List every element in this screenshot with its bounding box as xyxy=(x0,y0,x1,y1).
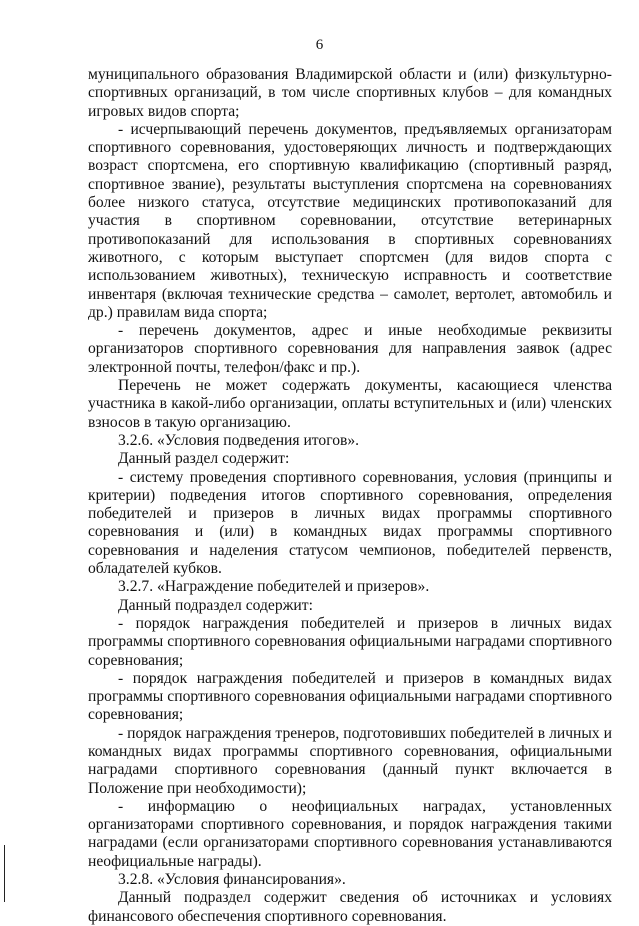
paragraph: - порядок награждения тренеров, подготовивших победителей в личных и командных видах программы спортивного соревнования, официальными наградами спортивного соревнования (данный пункт включается в Положение при необходимости); xyxy=(88,724,612,797)
section-heading: 3.2.6. «Условия подведения итогов». xyxy=(118,431,360,449)
document-body xyxy=(88,66,612,926)
paragraph: - исчерпывающий перечень документов, предъявляемых организаторам спортивного соревнования, удостоверяющих личность и подтверждающих возраст спортсмена, его спортивную квалификацию (спортивный разряд, спортивное звание), результаты выступления спортсмена на соревнованиях более низкого статуса, отсутствие медицинских противопоказаний для участия в спортивном соревновании, отсутствие ветеринарных противопоказаний для использования в спортивных соревнованиях животного, с которым выступает спортсмен (для видов спорта с использованием животных), техническую исправность и соответствие инвентаря (включая технические средства – самолет, вертолет, автомобиль и др.) правилам вида спорта; xyxy=(88,120,612,321)
page-number: 6 xyxy=(315,37,324,53)
paragraph: - информацию о неофициальных наградах, установленных организаторами спортивного соревнования, и порядок награждения такими наградами (если организаторами спортивного соревнования устанавливаются неофициальные награды). xyxy=(88,797,612,870)
paragraph: - систему проведения спортивного соревнования, условия (принципы и критерии) подведения итогов спортивного соревнования, определения победителей и призеров в личных видах программы спортивного соревнования и (или) в командных видах программы спортивного соревнования и наделения статусом чемпионов, победителей первенств, обладателей кубков. xyxy=(88,468,612,578)
section-heading: 3.2.7. «Награждение победителей и призеров». xyxy=(118,578,430,596)
paragraph: - перечень документов, адрес и иные необходимые реквизиты организаторов спортивного соревнования для направления заявок (адрес электронной почты, телефон/факс и пр.). xyxy=(88,322,612,376)
paragraph: Перечень не может содержать документы, касающиеся членства участника в какой-либо организации, оплаты вступительных и (или) членских взносов в такую организацию. xyxy=(88,377,612,431)
paragraph: Данный раздел содержит: xyxy=(118,450,290,468)
section-heading: 3.2.8. «Условия финансирования». xyxy=(118,871,346,889)
paragraph: - порядок награждения победителей и призеров в командных видах программы спортивного соревнования официальными наградами спортивного соревнования; xyxy=(88,669,612,724)
scan-edge-line xyxy=(4,845,5,902)
paragraph: муниципального образования Владимирской области и (или) физкультурно-спортивных организаций, в том числе спортивных клубов – для командных игровых видов спорта; xyxy=(88,66,612,120)
paragraph: Данный подраздел содержит: xyxy=(118,596,313,614)
paragraph: Данный подраздел содержит сведения об источниках и условиях финансового обеспечения спортивного соревнования. xyxy=(88,889,612,925)
paragraph: - порядок награждения победителей и призеров в личных видах программы спортивного соревнования официальными наградами спортивного соревнования; xyxy=(88,614,612,669)
